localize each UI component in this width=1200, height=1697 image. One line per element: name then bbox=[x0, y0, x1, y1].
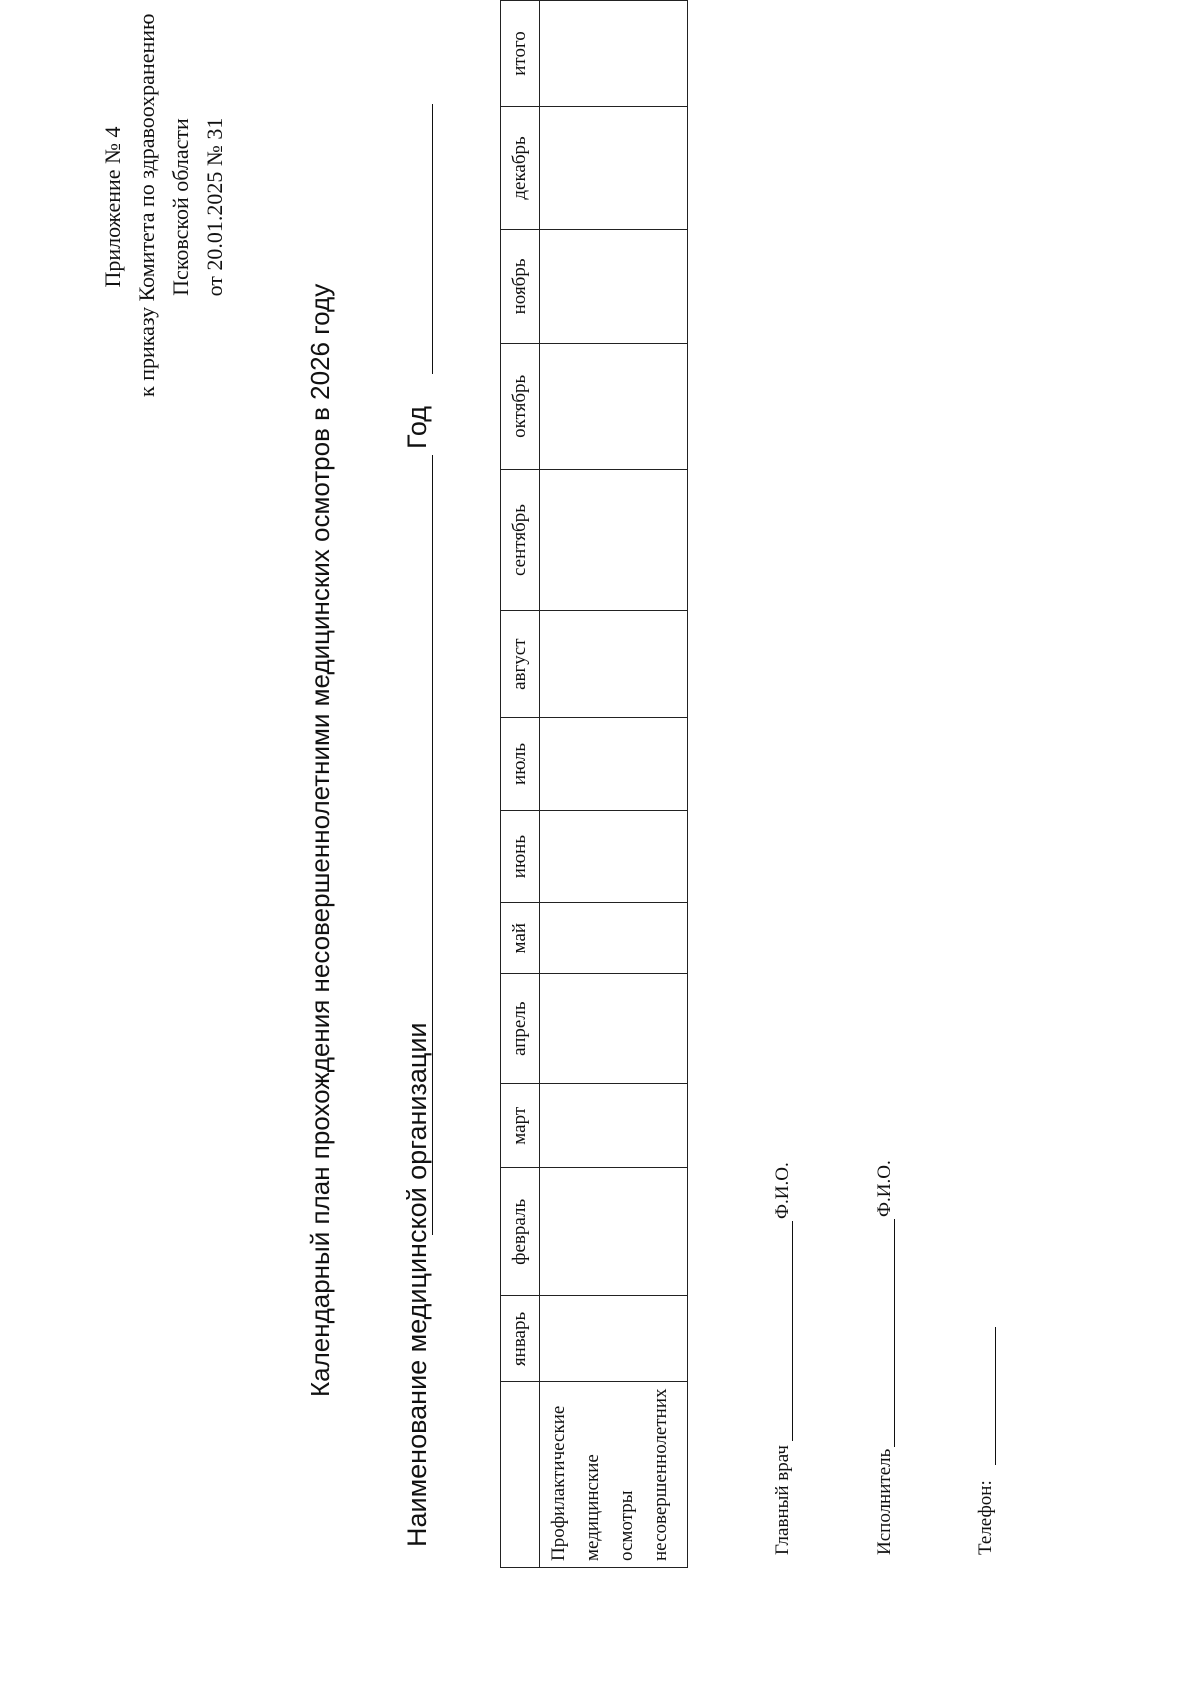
phone-label: Телефон: bbox=[975, 1480, 996, 1555]
cell-august[interactable] bbox=[540, 611, 688, 718]
org-name-label: Наименование медицинской организации bbox=[402, 1022, 432, 1547]
executor-fio: Ф.И.О. bbox=[874, 1160, 895, 1217]
row-label-line: осмотры bbox=[616, 1490, 637, 1561]
header-month-october: октябрь bbox=[501, 343, 540, 469]
row-label-line: Профилактические bbox=[548, 1405, 569, 1561]
cell-total[interactable] bbox=[540, 1, 688, 107]
header-total: итого bbox=[501, 1, 540, 107]
row-label bbox=[540, 1382, 688, 1568]
org-name-field-line bbox=[432, 455, 433, 1235]
cell-december[interactable] bbox=[540, 106, 688, 229]
chief-doctor-label: Главный врач bbox=[772, 1445, 793, 1555]
cell-november[interactable] bbox=[540, 229, 688, 343]
header-month-june: июнь bbox=[501, 810, 540, 903]
table-row bbox=[540, 1, 688, 1568]
executor-sign-line[interactable] bbox=[894, 1219, 895, 1447]
header-month-july: июль bbox=[501, 718, 540, 811]
row-label-line: несовершеннолетних bbox=[650, 1388, 671, 1561]
cell-april[interactable] bbox=[540, 974, 688, 1084]
row-label-line: медицинские bbox=[582, 1454, 603, 1561]
header-month-january: январь bbox=[501, 1296, 540, 1382]
annex-number: Приложение № 4 bbox=[100, 126, 125, 288]
header-month-april: апрель bbox=[501, 974, 540, 1084]
cell-june[interactable] bbox=[540, 810, 688, 903]
cell-september[interactable] bbox=[540, 469, 688, 611]
annex-region: Псковской области bbox=[168, 118, 193, 296]
calendar-plan-table bbox=[500, 0, 688, 1568]
header-cell-empty bbox=[501, 1382, 540, 1568]
chief-doctor-sign-line[interactable] bbox=[792, 1221, 793, 1441]
annex-order: к приказу Комитета по здравоохранению bbox=[134, 13, 159, 397]
annex-date: от 20.01.2025 № 31 bbox=[202, 117, 227, 297]
cell-october[interactable] bbox=[540, 343, 688, 469]
header-month-december: декабрь bbox=[501, 106, 540, 229]
header-month-august: август bbox=[501, 611, 540, 718]
header-month-november: ноябрь bbox=[501, 229, 540, 343]
header-month-march: март bbox=[501, 1084, 540, 1168]
header-month-february: февраль bbox=[501, 1168, 540, 1296]
cell-july[interactable] bbox=[540, 718, 688, 811]
table-header-row bbox=[501, 1, 540, 1568]
header-month-september: сентябрь bbox=[501, 469, 540, 611]
page-title: Календарный план прохождения несовершеннолетними медицинских осмотров в 2026 году bbox=[305, 283, 335, 1397]
phone-field-line[interactable] bbox=[995, 1327, 996, 1465]
year-field-line bbox=[432, 104, 433, 374]
cell-may[interactable] bbox=[540, 903, 688, 974]
chief-doctor-fio: Ф.И.О. bbox=[772, 1162, 793, 1219]
year-label: Год bbox=[402, 406, 432, 449]
annex-header bbox=[96, 13, 232, 397]
cell-february[interactable] bbox=[540, 1168, 688, 1296]
cell-january[interactable] bbox=[540, 1296, 688, 1382]
executor-label: Исполнитель bbox=[874, 1448, 895, 1555]
cell-march[interactable] bbox=[540, 1084, 688, 1168]
header-month-may: май bbox=[501, 903, 540, 974]
